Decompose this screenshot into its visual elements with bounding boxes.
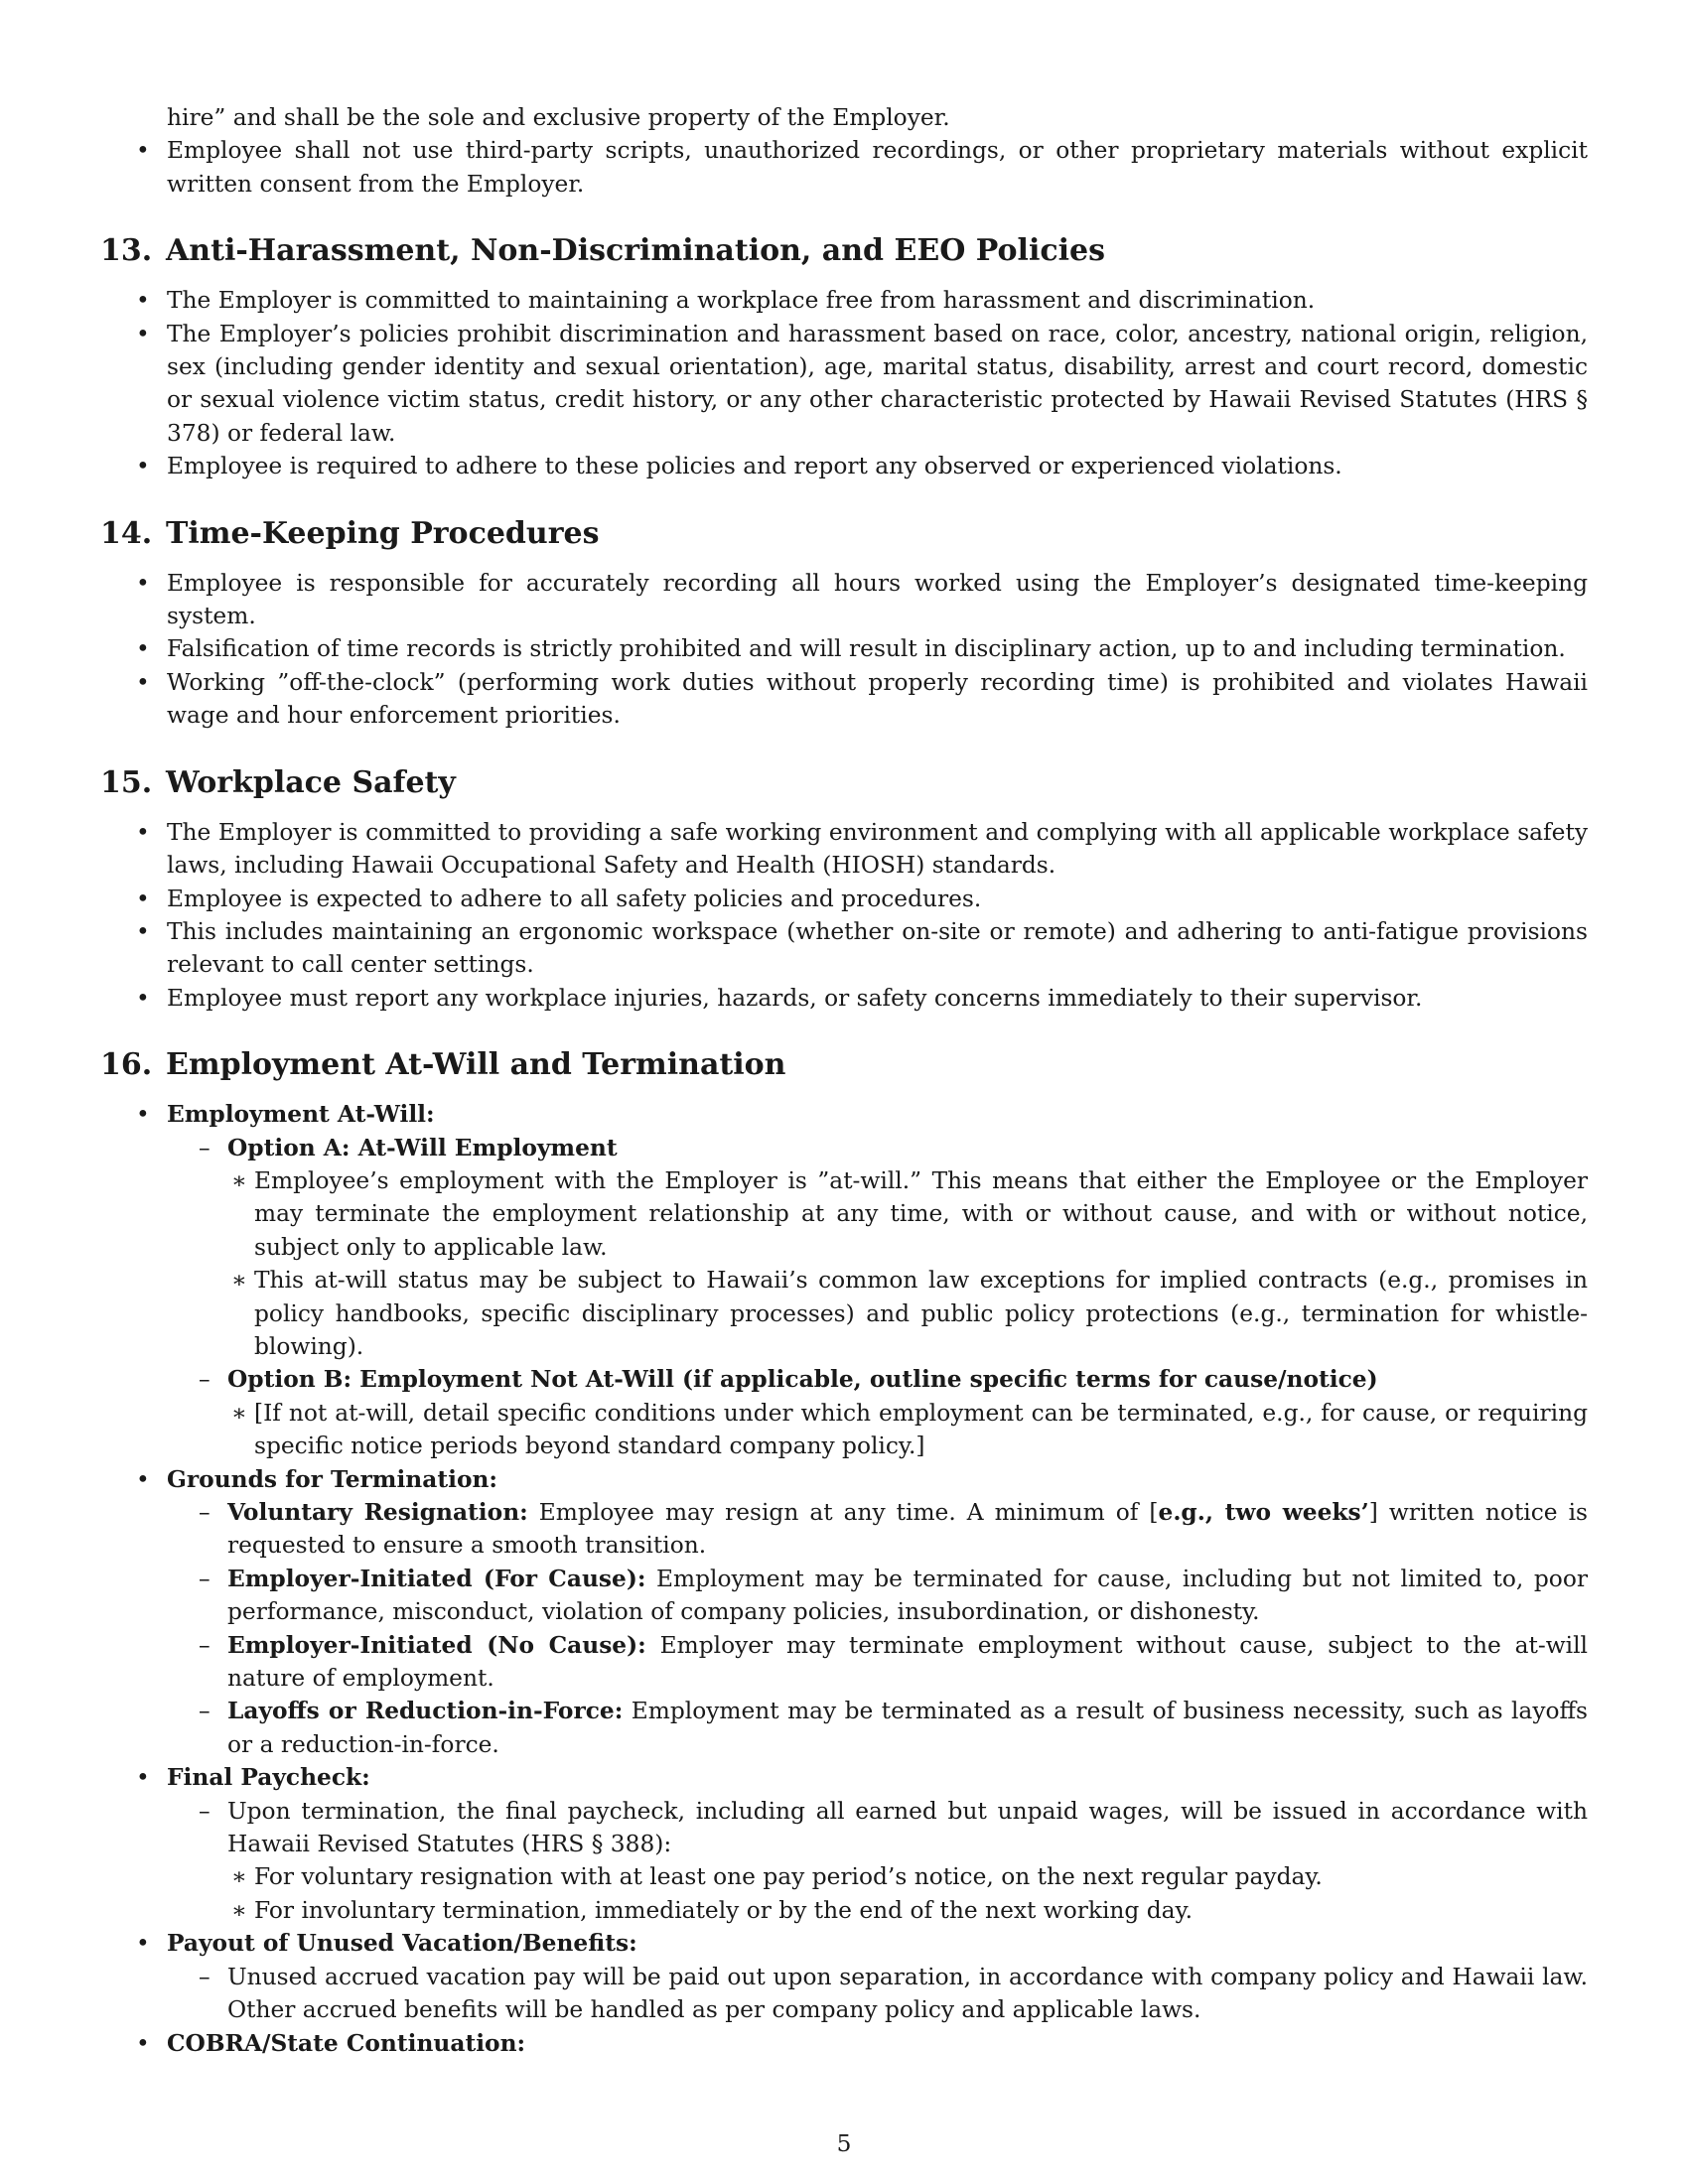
section-heading-15: 15. Workplace Safety — [100, 764, 456, 800]
list-item: ∗ For involuntary termination, immediately or by the end of the next working day. — [227, 1894, 1588, 1927]
list-item: • Employee is responsible for accurately recording all hours worked using the Employer’s designated time-keeping system. — [100, 567, 1588, 633]
payout-text: – Unused accrued vacation pay will be paid out upon separation, in accordance with company policy and Hawaii law. Other accrued benefits will be handled as per company policy and applicable laws. — [167, 1961, 1588, 2027]
list-item: • The Employer is committed to maintaining a workplace free from harassment and discrimination. — [100, 284, 1588, 317]
for-cause-item: – Employer-Initiated (For Cause): Employment may be terminated for cause, including but not limited to, poor performance, misconduct, violation of company policies, insubordination, or dishonesty. — [167, 1563, 1588, 1629]
section-16-list — [100, 1098, 1588, 2060]
grounds-label: Grounds for Termination: — [167, 1465, 498, 1493]
option-a-label: Option A: At-Will Employment — [227, 1134, 618, 1161]
intro-list — [100, 134, 1588, 201]
section-14-list — [100, 567, 1588, 733]
list-item: • Employee must report any workplace injuries, hazards, or safety concerns immediately to their supervisor. — [100, 982, 1588, 1015]
continued-text: hire” and shall be the sole and exclusive property of the Employer. — [167, 104, 950, 131]
at-will-item — [100, 1098, 1588, 1462]
section-13-list — [100, 284, 1588, 482]
option-a-item — [167, 1132, 1588, 1364]
list-item: • Falsification of time records is strictly prohibited and will result in disciplinary action, up to and including termination. — [100, 632, 1588, 665]
no-cause-item: – Employer-Initiated (No Cause): Employer may terminate employment without cause, subject to the at-will nature of employment. — [167, 1629, 1588, 1696]
list-item: ∗ Employee’s employment with the Employer is ”at-will.” This means that either the Employee or the Employer may terminate the employment relationship at any time, with or without cause, and with or without notice, subject only to applicable law. — [227, 1164, 1588, 1264]
list-item: • Employee is required to adhere to these policies and report any observed or experienced violations. — [100, 450, 1588, 482]
final-paycheck-text: – Upon termination, the final paycheck, including all earned but unpaid wages, will be issued in accordance with Hawaii Revised Statutes (HRS § 388): ∗ For voluntary resignation with at least one pay period’s notice, on the next regular payday. ∗ For involuntary termination, immediately or by the end of the next working day. — [167, 1795, 1588, 1928]
option-b-label: Option B: Employment Not At-Will (if applicable, outline specific terms for cause/notice) — [227, 1366, 1378, 1394]
list-item: • Employee is expected to adhere to all safety policies and procedures. — [100, 883, 1588, 915]
list-item: • The Employer’s policies prohibit discrimination and harassment based on race, color, ancestry, national origin, religion, sex (including gender identity and sexual orientation), age, marital status, disability, arrest and court record, domestic or sexual violence victim status, credit history, or any other characteristic protected by Hawaii Revised Statutes (HRS § 378) or federal law. — [100, 318, 1588, 451]
list-item: • Working ”off-the-clock” (performing work duties without properly recording time) is prohibited and violates Hawaii wage and hour enforcement priorities. — [100, 666, 1588, 733]
list-item: • Employee shall not use third-party scripts, unauthorized recordings, or other proprietary materials without explicit written consent from the Employer. — [100, 134, 1588, 201]
list-item: ∗ This at-will status may be subject to Hawaii’s common law exceptions for implied contracts (e.g., promises in policy handbooks, specific disciplinary processes) and public policy protections (e.g., termination for whistle-blowing). — [227, 1264, 1588, 1363]
list-item: • The Employer is committed to providing a safe working environment and complying with all applicable workplace safety laws, including Hawaii Occupational Safety and Health (HIOSH) standards. — [100, 816, 1588, 883]
payout-label: Payout of Unused Vacation/Benefits: — [167, 1930, 637, 1958]
final-paycheck-item — [100, 1761, 1588, 1927]
section-heading-14: 14. Time-Keeping Procedures — [100, 515, 600, 551]
layoffs-item: – Layoffs or Reduction-in-Force: Employment may be terminated as a result of business necessity, such as layoffs or a reduction-in-force. — [167, 1695, 1588, 1761]
list-item: ∗ For voluntary resignation with at least one pay period’s notice, on the next regular payday. — [227, 1860, 1588, 1893]
grounds-item — [100, 1463, 1588, 1762]
cobra-label: COBRA/State Continuation: — [167, 2029, 526, 2057]
list-item: • This includes maintaining an ergonomic workspace (whether on-site or remote) and adhering to anti-fatigue provisions relevant to call center settings. — [100, 915, 1588, 982]
at-will-label: Employment At-Will: — [167, 1101, 435, 1129]
final-paycheck-label: Final Paycheck: — [167, 1764, 370, 1792]
cobra-item — [100, 2027, 1588, 2060]
page-number: 5 — [836, 2130, 852, 2157]
list-item: ∗ [If not at-will, detail specific conditions under which employment can be terminated, e.g., for cause, or requiring specific notice periods beyond standard company policy.] — [227, 1397, 1588, 1463]
section-heading-13: 13. Anti-Harassment, Non-Discrimination, and EEO Policies — [100, 233, 1105, 269]
page-content — [100, 101, 1588, 2060]
option-b-item — [167, 1363, 1588, 1462]
section-heading-16: 16. Employment At-Will and Termination — [100, 1047, 786, 1083]
section-15-list — [100, 816, 1588, 1015]
payout-item — [100, 1927, 1588, 2026]
voluntary-resignation-item: – Voluntary Resignation: Employee may resign at any time. A minimum of [e.g., two weeks’] written notice is requested to ensure a smooth transition. — [167, 1496, 1588, 1563]
